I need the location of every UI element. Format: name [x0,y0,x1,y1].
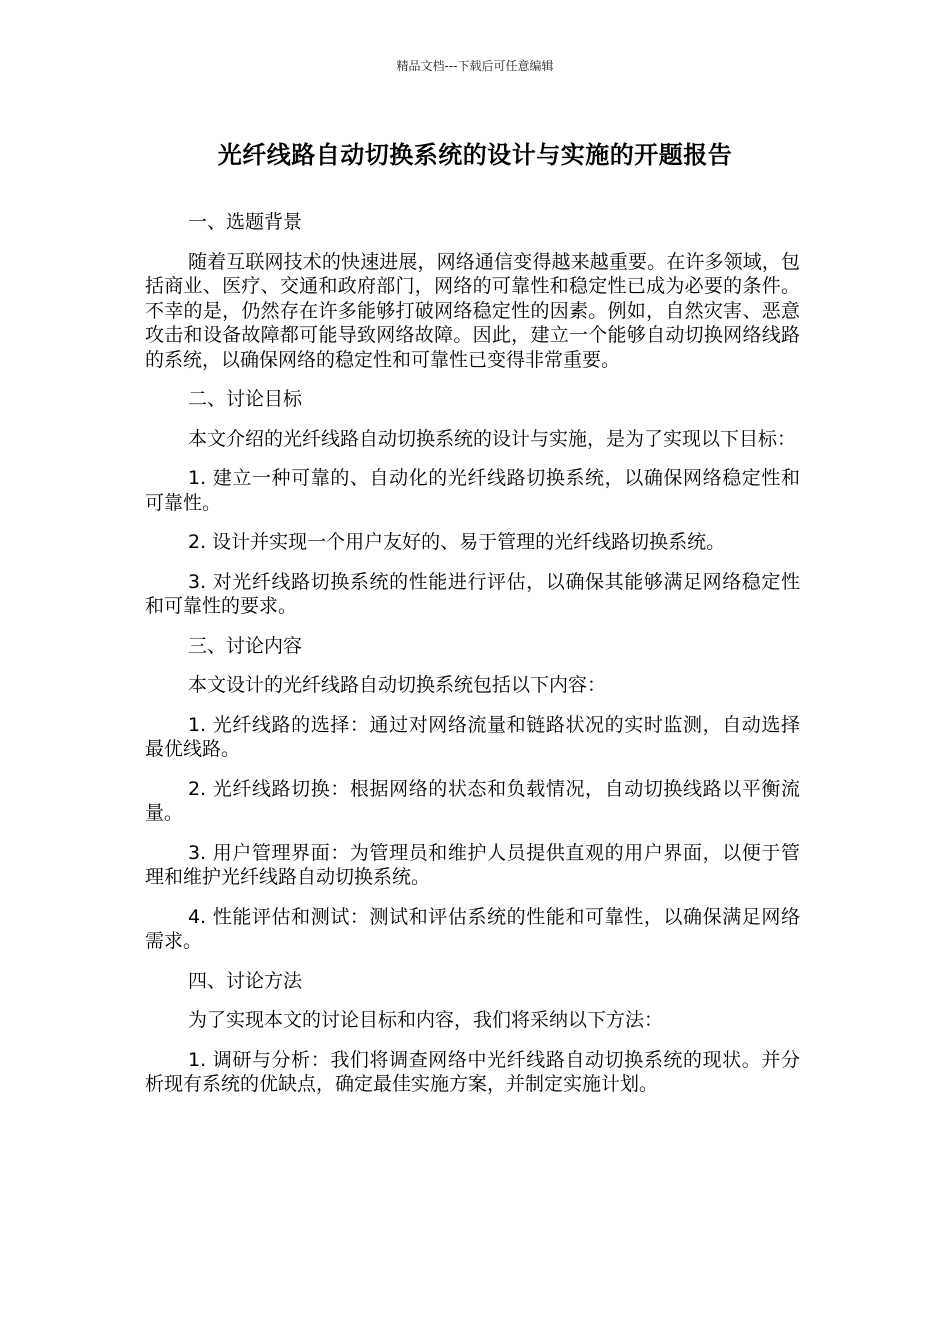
paragraph: 随着互联网技术的快速进展，网络通信变得越来越重要。在许多领域，包括商业、医疗、交通和政府部门，网络的可靠性和稳定性已成为必要的条件。不幸的是，仍然存在许多能够打破网络稳定性的因素。例如，自然灾害、恶意攻击和设备故障都可能导致网络故障。因此，建立一个能够自动切换网络线路的系统，以确保网络的稳定性和可靠性已变得非常重要。 [145,250,800,371]
section-heading-content: 三、讨论内容 [188,634,303,657]
section-heading-methods: 四、讨论方法 [188,969,303,992]
document-body [145,210,800,1112]
section-heading-objectives: 二、讨论目标 [188,388,303,410]
header-note: 精品文档---下载后可任意编辑 [396,59,554,73]
list-item: 2. 设计并实现一个用户友好的、易于管理的光纤线路切换系统。 [188,531,726,553]
list-item: 2. 光纤线路切换：根据网络的状态和负载情况，自动切换线路以平衡流量。 [145,777,800,824]
paragraph: 本文介绍的光纤线路自动切换系统的设计与实施，是为了实现以下目标： [188,427,797,450]
paragraph: 本文设计的光纤线路自动切换系统包括以下内容： [188,674,607,696]
list-item: 4. 性能评估和测试：测试和评估系统的性能和可靠性，以确保满足网络需求。 [145,905,800,952]
section-heading-background: 一、选题背景 [188,211,303,233]
document-title: 光纤线路自动切换系统的设计与实施的开题报告 [217,141,733,169]
list-item: 1. 调研与分析：我们将调查网络中光纤线路自动切换系统的现状。并分析现有系统的优缺点，确定最佳实施方案，并制定实施计划。 [145,1048,800,1095]
list-item: 1. 建立一种可靠的、自动化的光纤线路切换系统，以确保网络稳定性和可靠性。 [145,467,800,514]
list-item: 3. 用户管理界面：为管理员和维护人员提供直观的用户界面，以便于管理和维护光纤线路自动切换系统。 [145,841,800,888]
paragraph: 为了实现本文的讨论目标和内容，我们将采纳以下方法： [188,1009,664,1031]
list-item: 3. 对光纤线路切换系统的性能进行评估，以确保其能够满足网络稳定性和可靠性的要求。 [145,570,800,617]
list-item: 1. 光纤线路的选择：通过对网络流量和链路状况的实时监测，自动选择最优线路。 [145,713,800,760]
